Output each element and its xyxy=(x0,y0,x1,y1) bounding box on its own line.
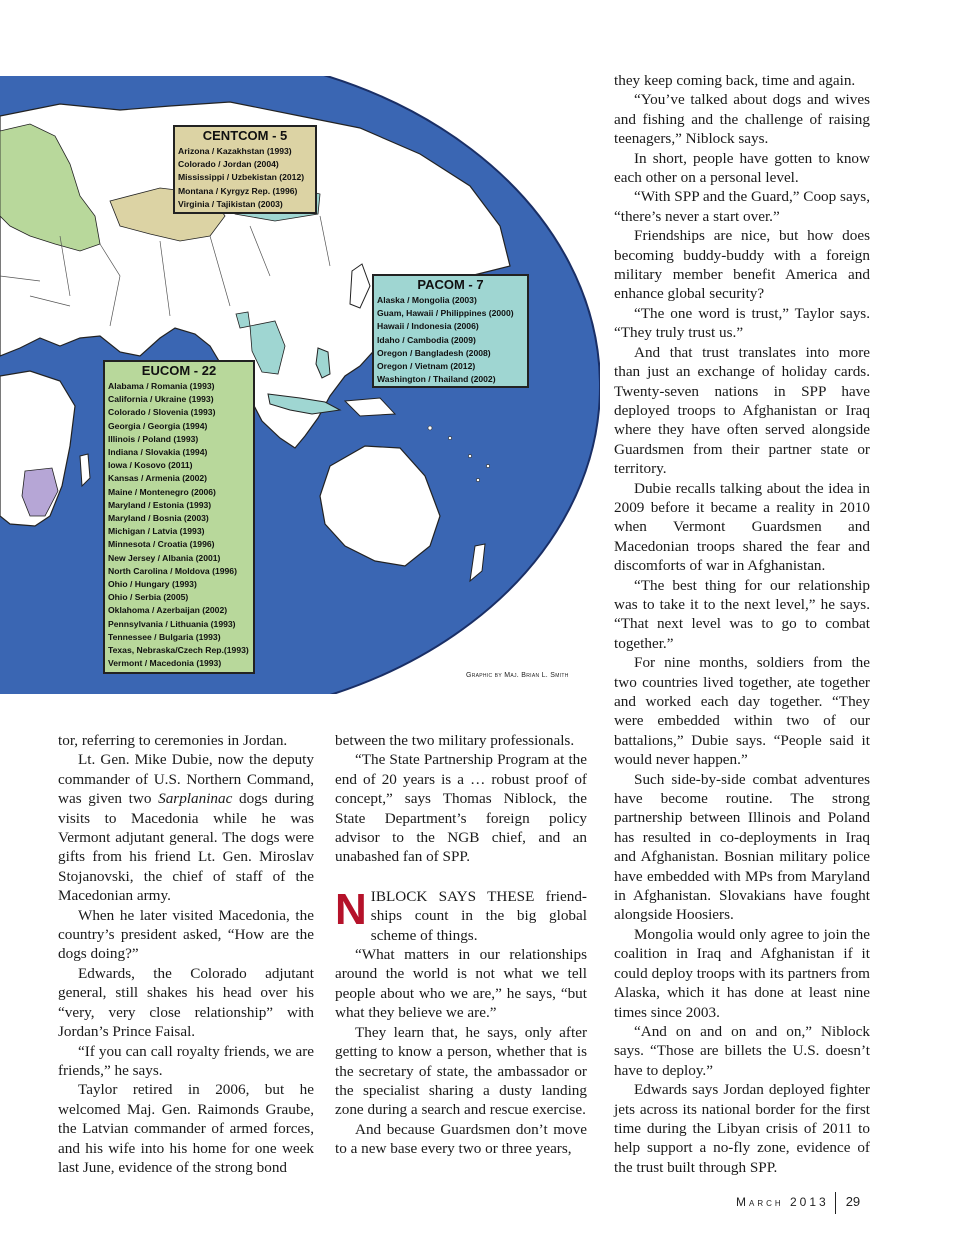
legend-item: Oklahoma / Azerbaijan (2002) xyxy=(108,605,228,616)
legend-item: Tennessee / Bulgaria (1993) xyxy=(108,631,221,642)
paragraph: between the two military professionals. xyxy=(335,732,575,749)
legend-item: Virginia / Tajikistan (2003) xyxy=(178,198,283,209)
map-island xyxy=(428,426,432,430)
legend-item: Alaska / Mongolia (2003) xyxy=(377,295,477,305)
article-column-3 xyxy=(614,71,870,1177)
paragraph xyxy=(58,750,314,905)
legend-item: Mississippi / Uzbekistan (2012) xyxy=(178,172,305,183)
legend-item: Montana / Kyrgyz Rep. (1996) xyxy=(178,185,298,196)
legend-item: California / Ukraine (1993) xyxy=(108,394,214,405)
legend-item: Oregon / Vietnam (2012) xyxy=(377,361,476,372)
legend-item: Michigan / Latvia (1993) xyxy=(108,526,205,537)
paragraph: “The one word is trust,” Taylor says. “They truly trust us.” xyxy=(614,304,870,342)
legend-item: Colorado / Slovenia (1993) xyxy=(108,407,216,418)
paragraph: “You’ve talked about dogs and wives and fishing and the challenge of raising teenagers,” Niblock says. xyxy=(614,91,870,148)
legend-item: Maryland / Bosnia (2003) xyxy=(108,513,209,524)
legend-item: Indiana / Slovakia (1994) xyxy=(108,447,208,458)
pacom-title: PACOM - 7 xyxy=(417,277,484,292)
paragraph: Taylor retired in 2006, but he welcomed Maj. Gen. Raimonds Graube, the Latvian commander of armed forces, and his wife into his home for one week last June, evidence of the strong bond xyxy=(58,1081,314,1176)
paragraph: When he later visited Macedonia, the country’s president asked, “How are the dogs doing?” xyxy=(58,906,314,963)
pacom-legend xyxy=(372,274,529,388)
centcom-title: CENTCOM - 5 xyxy=(202,128,288,143)
legend-item: Oregon / Bangladesh (2008) xyxy=(377,347,491,358)
legend-item: Ohio / Serbia (2005) xyxy=(108,592,189,603)
text-run: dogs during visits to Macedonia while he was Vermont adjutant general. The dogs were gifts from his friend Lt. Gen. Miroslav Stojanovski, the chief of staff of the Macedonian army. xyxy=(58,790,314,905)
legend-item: Maine / Montenegro (2006) xyxy=(108,486,216,497)
legend-item: Georgia / Georgia (1994) xyxy=(108,420,208,431)
legend-item: Arizona / Kazakhstan (1993) xyxy=(178,146,292,156)
footer-divider xyxy=(835,1192,836,1214)
legend-item: Alabama / Romania (1993) xyxy=(108,381,215,391)
paragraph: Edwards says Jordan deployed fighter jets across its national border for the first time during the Libyan crisis of 2011 to help support a no-fly zone, evidence of the trust built through SPP. xyxy=(614,1081,870,1176)
legend-item: Texas, Nebraska/Czech Rep.(1993) xyxy=(108,645,249,656)
paragraph: And because Guardsmen don’t move to a new base every two or three years, xyxy=(335,1120,587,1158)
paragraph: Such side-by-side combat adventures have become routine. The strong partnership between Illinois and Poland has resulted in co-deployments in Iraq and Afghanistan. Bosnian military police have embedded with MPs from Maryland in Afghanistan. Slovakians have fought alongside Hoosiers. xyxy=(614,770,870,924)
legend-item: Guam, Hawaii / Philippines (2000) xyxy=(377,308,514,319)
legend-item: Minnesota / Croatia (1996) xyxy=(108,539,215,550)
drop-cap: N xyxy=(335,884,367,934)
eucom-title: EUCOM - 22 xyxy=(141,363,217,378)
world-map-graphic xyxy=(0,76,600,694)
legend-item: Idaho / Cambodia (2009) xyxy=(377,334,476,345)
paragraph: Friendships are nice, but how does becoming buddy-buddy with a foreign military member benefit America and enhance global security? xyxy=(614,227,870,303)
paragraph: Edwards, the Colorado adjutant general, still shakes his head over his “very, very close relationship” with Jordan’s Prince Faisal. xyxy=(58,964,314,1041)
legend-item: Maryland / Estonia (1993) xyxy=(108,499,212,510)
article-column-1 xyxy=(58,731,314,1177)
legend-item: Vermont / Macedonia (1993) xyxy=(108,658,222,669)
legend-item: Washington / Thailand (2002) xyxy=(377,374,496,385)
paragraph: For nine months, soldiers from the two countries lived together, ate together and worked each day together. “They were embedded within two of our battalions,” Dubie says. “People said it would never happen.” xyxy=(614,654,870,769)
page-footer xyxy=(736,1192,860,1214)
paragraph: tor, referring to ceremonies in Jordan. xyxy=(58,732,288,749)
legend-item: North Carolina / Moldova (1996) xyxy=(108,565,237,576)
legend-item: Colorado / Jordan (2004) xyxy=(178,159,279,170)
italic-term: Sarplaninac xyxy=(158,790,233,808)
paragraph: “If you can call royalty friends, we are friends,” he says. xyxy=(58,1042,314,1079)
paragraph: “And on and on and on,” Niblock says. “Those are billets the U.S. doesn’t have to deploy.” xyxy=(614,1022,870,1079)
legend-item: Ohio / Hungary (1993) xyxy=(108,579,197,590)
page-number: 29 xyxy=(845,1194,861,1210)
map-island xyxy=(468,454,471,457)
text-run: Lt. Gen. Mike Dubie, now the deputy commander of U.S. Northern Command, was given two xyxy=(58,751,314,808)
paragraph: “The State Partnership Program at the end of 20 years is a … robust proof of concept,” says Thomas Niblock, the State Department’s foreign policy advisor to the NGB chief, and an unabashed fan of SPP. xyxy=(335,751,587,866)
legend-item: Hawaii / Indonesia (2006) xyxy=(377,321,479,332)
eucom-legend xyxy=(103,360,255,674)
paragraph: “With SPP and the Guard,” Coop says, “there’s never a start over.” xyxy=(614,188,870,225)
map-credit: Graphic by Maj. Brian L. Smith xyxy=(466,672,569,679)
map-island xyxy=(448,436,451,439)
centcom-legend xyxy=(173,125,317,214)
map-island xyxy=(486,464,489,467)
paragraph: “The best thing for our relationship was to take it to the next level,” he says. “That next level was to go to combat together.” xyxy=(614,576,870,652)
paragraph: And that trust translates into more than just an exchange of holiday cards. Twenty-seven nations in SPP have deployed troops to Afghanistan or Iraq where they have often served alongside Guardsmen from their partner state or territory. xyxy=(614,343,870,478)
paragraph: “What matters in our relationships around the world is not what we tell people about who we are,” he says, “but what they believe we are.” xyxy=(335,946,587,1022)
legend-item: Iowa / Kosovo (2011) xyxy=(108,460,193,471)
lead-text: IBLOCK SAYS THESE friend-ships count in the big global scheme of things. xyxy=(370,887,587,944)
paragraph: they keep coming back, time and again. xyxy=(614,72,856,89)
map-island xyxy=(476,478,479,481)
dropcap-paragraph xyxy=(335,884,587,945)
paragraph: Dubie recalls talking about the idea in 2009 before it became a reality in 2010 when Vermont Guardsmen and Macedonian troops shared the fear and discomforts of war in Afghanistan. xyxy=(614,479,870,575)
legend-item: Illinois / Poland (1993) xyxy=(108,433,199,444)
paragraph: In short, people have gotten to know each other on a personal level. xyxy=(614,149,870,187)
paragraph: Mongolia would only agree to join the coalition in Iraq and Afghanistan if it could deploy troops with its partners from Alaska, which it has done at least nine times since 2003. xyxy=(614,925,870,1021)
legend-item: Pennsylvania / Lithuania (1993) xyxy=(108,618,236,629)
legend-item: New Jersey / Albania (2001) xyxy=(108,552,221,563)
paragraph: They learn that, he says, only after getting to know a person, whether that is the secretary of state, the ambassador or the specialist sharing a dusty landing zone during a search and rescue exercise. xyxy=(335,1023,587,1119)
article-column-2 xyxy=(335,731,587,1159)
legend-item: Kansas / Armenia (2002) xyxy=(108,473,208,484)
issue-date: March 2013 xyxy=(736,1195,829,1210)
